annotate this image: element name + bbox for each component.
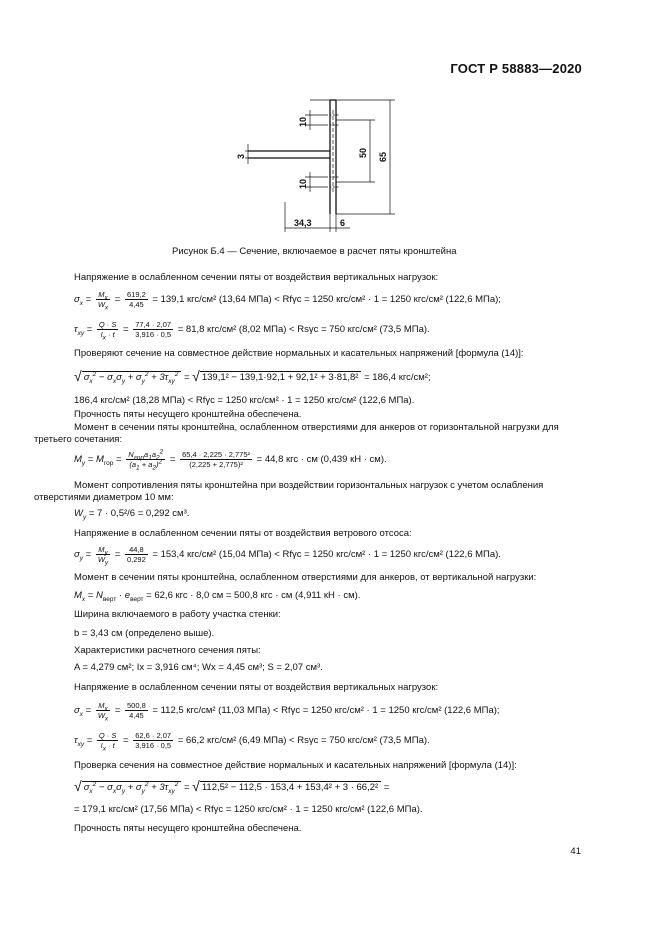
formula-combined-2: √ $\sigma_x^2 - \sigma_x\sigma_y + \sigma_y^2 + 3\tau_{xy}^2$ = √ 112,5² − 112,5 · 153,4 + 153,4² + 3 · 66,2² = — [74, 778, 390, 795]
text-line: 186,4 кгс/см² (18,28 МПа) < Rfγc = 1250 кгс/см² · 1 = 1250 кгс/см² (122,6 МПа). — [74, 395, 415, 406]
text-line: Характеристики расчетного сечения пяты: — [74, 645, 261, 656]
text-line: Момент в сечении пяты кронштейна, ослабленном отверстиями для анкеров, от вертикальной нагрузки: — [74, 572, 537, 583]
text-line: Прочность пяты несущего кронштейна обеспечена. — [74, 409, 302, 420]
text-line: Момент сопротивления пяты кронштейна при воздействии горизонтальных нагрузок с учетом ослабления — [74, 480, 544, 491]
text-line: Проверка сечения на совместное действие нормальных и касательных напряжений [формула (14)]: — [74, 760, 517, 771]
text-line: отверстиями диаметром 10 мм: — [34, 492, 174, 503]
formula-tau-xy: $\tau_{xy}$ = $\frac{Q \cdot S}{I_x \cdot t}$ = $\frac{77,4 \cdot 2,07}{3,916 \cdot 0,5}$ = 81,8 кгс/см² (8,02 МПа) < Rsγc = 750 кгс/см² (73,5 МПа). — [74, 320, 430, 342]
page-number: 41 — [570, 846, 581, 857]
formula-sigma-x-2: $\sigma_x$ = $\frac{M_x}{W_x}$ = $\frac{500,8}{4,45}$ = 112,5 кгс/см² (11,03 МПа) < Rfγc = 1250 кгс/см² · 1 = 1250 кгс/см² (122,6 МПа); — [74, 701, 500, 723]
text-line: A = 4,279 см²; Ix = 3,916 см⁴; Wx = 4,45 см³; S = 2,07 см³. — [74, 662, 323, 673]
dim-65: 65 — [378, 151, 388, 162]
dim-50: 50 — [358, 147, 368, 158]
text-line: Напряжение в ослабленном сечении пяты от воздействия вертикальных нагрузок: — [74, 272, 439, 283]
bracket-section-figure — [230, 92, 410, 242]
formula-moment-y: $M_y = M_{гор}$ = $\frac{N_{гор}a_1a_2^2}{(a_1 + a_2)^2}$ = $\frac{\text{65,4 · 2,225 · 2,775²}}{\text{(2,225 + 2,775)²}}$ = 44,8 кгс · см (0,439 кН · см). — [74, 448, 387, 472]
formula-combined-1: √ $\sigma_x^2 - \sigma_x\sigma_y + \sigma_y^2 + 3\tau_{xy}^2$ = √ 139,1² − 139,1·92,1 + 92,1² + 3·81,8² = 186,4 кгс/см²; — [74, 368, 431, 385]
formula-sigma-x: $\sigma_x$ = $\frac{M_x}{W_x}$ = $\frac{619,2}{4,45}$ = 139,1 кгс/см² (13,64 МПа) < Rfγc = 1250 кгс/см² · 1 = 1250 кгс/см² (122,6 МПа); — [74, 290, 501, 312]
dim-3: 3 — [236, 153, 246, 159]
text-line: третьего сочетания: — [34, 434, 123, 445]
formula-sigma-y: $\sigma_y$ = $\frac{M_y}{W_y}$ = $\frac{44,8}{0,292}$ = 153,4 кгс/см² (15,04 МПа) < Rfγc = 1250 кгс/см² · 1 = 1250 кгс/см² (122,6 МПа). — [74, 545, 501, 567]
text-line: Прочность пяты несущего кронштейна обеспечена. — [74, 823, 302, 834]
standard-number: ГОСТ Р 58883—2020 — [450, 61, 582, 76]
dim-10-bottom: 10 — [298, 178, 308, 189]
text-line: Момент в сечении пяты кронштейна, ослабленном отверстиями для анкеров от горизонтальной нагрузки для — [74, 422, 559, 433]
dim-10-top: 10 — [298, 116, 308, 127]
text-line: = 179,1 кгс/см² (17,56 МПа) < Rfγc = 1250 кгс/см² · 1 = 1250 кгс/см² (122,6 МПа). — [74, 804, 423, 815]
dim-34-3: 34,3 — [294, 218, 312, 228]
text-line: Напряжение в ослабленном сечении пяты от воздействия ветрового отсоса: — [74, 528, 412, 539]
text-line: Проверяют сечение на совместное действие нормальных и касательных напряжений [формула (14)]: — [74, 348, 524, 359]
text-line: Напряжение в ослабленном сечении пяты от воздействия вертикальных нагрузок: — [74, 682, 439, 693]
dim-6: 6 — [340, 218, 346, 228]
text-line: Ширина включаемого в работу участка стенки: — [74, 609, 281, 620]
text-line: b = 3,43 см (определено выше). — [74, 628, 215, 639]
formula-mx: $M_x = N_{верт} \cdot e_{верт} = 62,6$ кгс · 8,0 см = 500,8 кгс · см (4,911 кН · см). — [74, 590, 361, 603]
figure-caption: Рисунок Б.4 — Сечение, включаемое в расчет пяты кронштейна — [172, 246, 457, 257]
formula-tau-xy-2: $\tau_{xy}$ = $\frac{Q \cdot S}{I_x \cdot t}$ = $\frac{62,6 \cdot 2,07}{3,916 \cdot 0,5}$ = 66,2 кгс/см² (6,49 МПа) < Rsγc = 750 кгс/см² (73,5 МПа). — [74, 731, 430, 753]
formula-wy: $W_y = 7 \cdot 0,5^2/6 = 0,292$ см³. — [74, 508, 190, 521]
